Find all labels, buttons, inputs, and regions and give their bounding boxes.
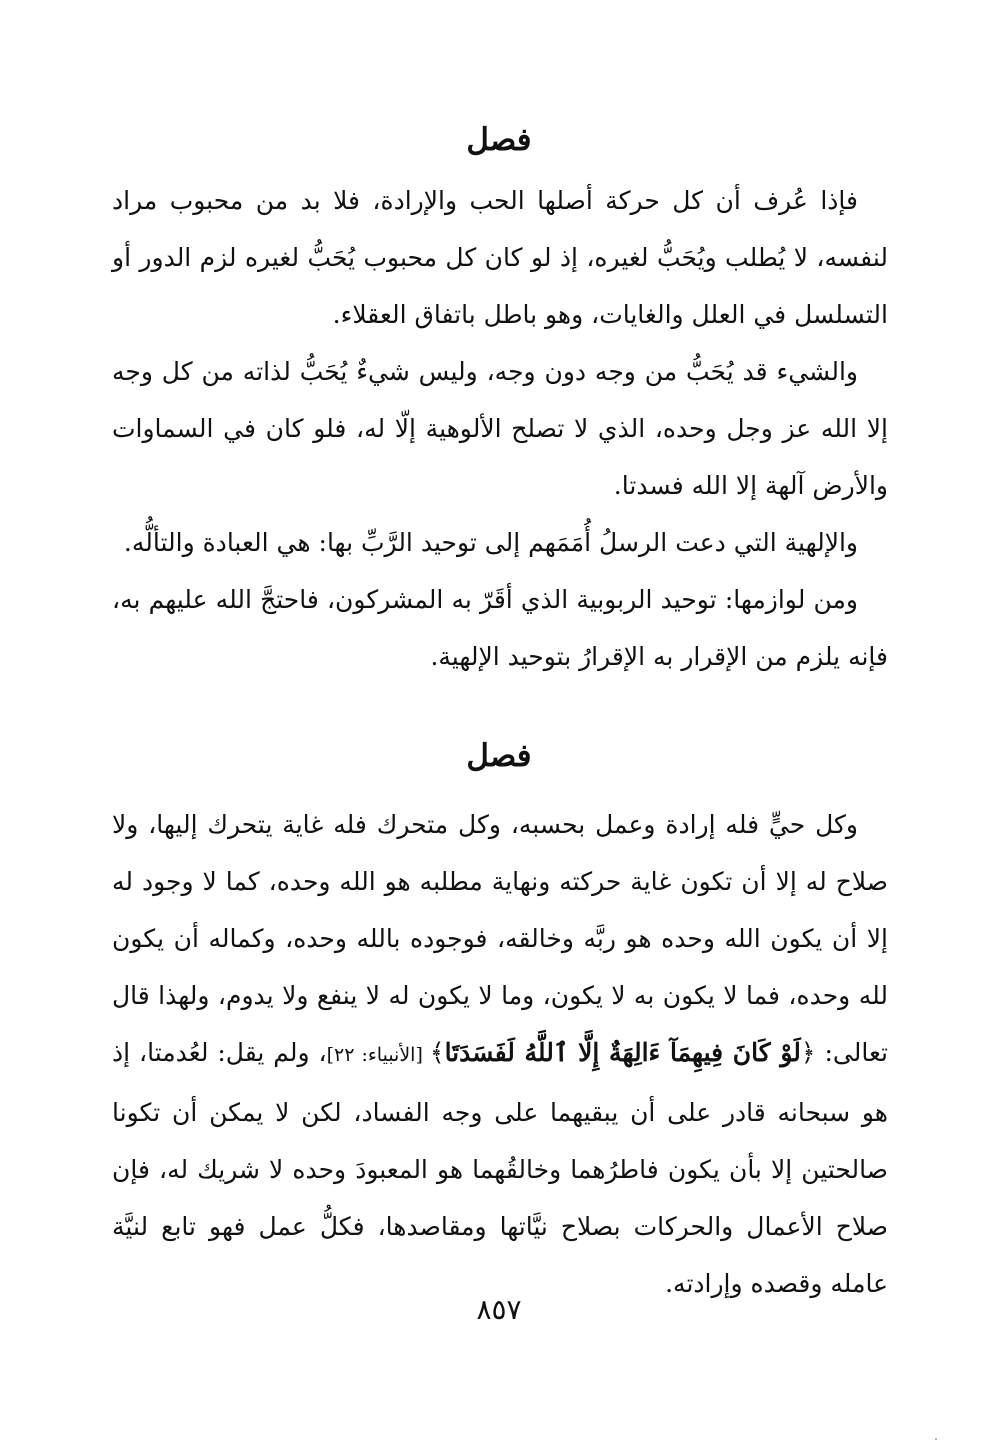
paragraph-5-text-end: ، ولم يقل: لعُدمتا، إذ هو سبحانه قادر على أن يبقيهما على وجه الفساد، لكن لا يمكن أن تكونا صالحتين إلا بأن يكون فاطرُهما وخالقُهما هو المعبودَ وحده لا شريك له، فإن صلاح الأعمال والحركات بصلاح نيَّاتها ومقاصدها، فكلُّ عمل فهو تابع لنيَّة عامله وقصده وإرادته. <box>112 1038 888 1298</box>
section-heading-1: فصل <box>466 122 532 158</box>
paragraph-2: والشيء قد يُحَبُّ من وجه دون وجه، وليس شيءٌ يُحَبُّ لذاته من كل وجه إلا الله عز وجل وحده، الذي لا تصلح الألوهية إلّا له، فلو كان في السماوات والأرض آلهة إلا الله فسدتا. <box>112 357 888 500</box>
section-2-body <box>112 796 888 1312</box>
paragraph-5-text-start: وكل حيٍّ فله إرادة وعمل بحسبه، وكل متحرك فله غاية يتحرك إليها، ولا صلاح له إلا أن تكون غاية حركته ونهاية مطلبه هو الله وحده، كما لا وجود له إلا أن يكون الله وحده هو ربَّه وخالقه، فوجوده بالله وحده، وكماله أن يكون لله وحده، فما لا يكون به لا يكون، وما لا يكون له لا ينفع ولا يدوم، ولهذا قال تعالى: <box>112 810 888 1067</box>
paragraph-3: والإلهية التي دعت الرسلُ أُمَمَهم إلى توحيد الرَّبِّ بها: هي العبادة والتألُّه. <box>123 528 858 557</box>
paragraph-5 <box>112 796 888 1312</box>
section-1-body <box>112 172 888 685</box>
paragraph-4: ومن لوازمها: توحيد الربوبية الذي أقَرّ به المشركون، فاحتجَّ الله عليهم به، فإنه يلزم من الإقرار به الإقرارُ بتوحيد الإلهية. <box>112 585 888 671</box>
scan-speck <box>935 1438 937 1440</box>
quran-citation: [الأنبياء: ٢٢] <box>326 1044 430 1066</box>
quran-close-bracket: ﴾ <box>429 1038 445 1067</box>
quran-verse: لَوْ كَانَ فِيهِمَآ ءَالِهَةٌ إِلَّا ٱللَّهُ لَفَسَدَتَا <box>444 1038 801 1067</box>
quran-open-bracket: ﴿ <box>800 1038 816 1067</box>
page-number: ٨٥٧ <box>476 1293 522 1326</box>
section-heading-2: فصل <box>466 738 532 774</box>
paragraph-1: فإذا عُرف أن كل حركة أصلها الحب والإرادة، فلا بد من محبوب مراد لنفسه، لا يُطلب ويُحَبُّ لغيره، إذ لو كان كل محبوب يُحَبُّ لغيره لزم الدور أو التسلسل في العلل والغايات، وهو باطل باتفاق العقلاء. <box>112 186 888 329</box>
